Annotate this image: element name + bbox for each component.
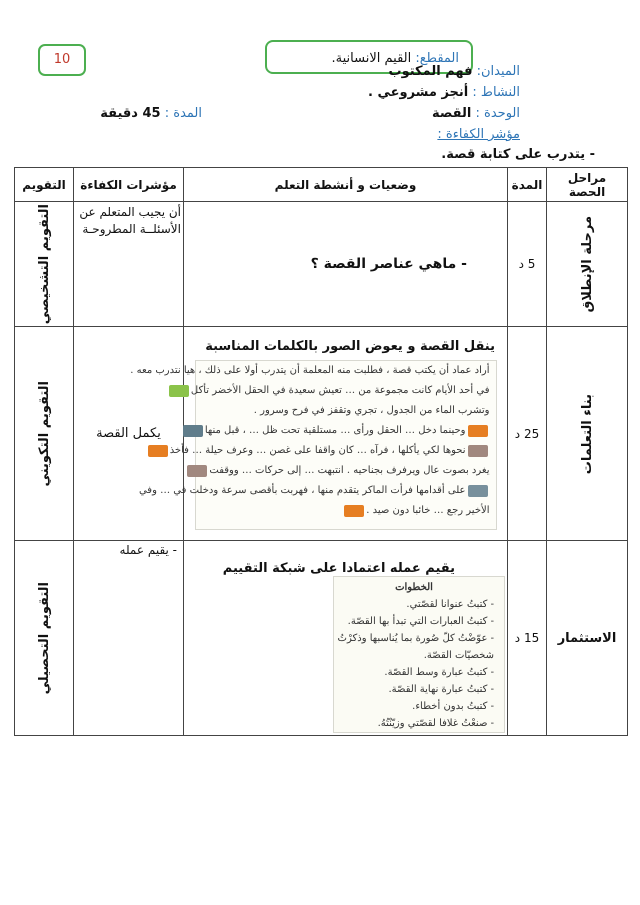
grid-item: - كتبتُ عبارة وسط القصّة. <box>384 667 494 679</box>
story-line: يغرد بصوت عال ويرفرف بجناحيه . انتبهت … إلى حركات … ووقفت <box>196 461 496 481</box>
story-line: في أحد الأيام كانت مجموعة من … تعيش سعيدة في الحقل الأخضر تأكل <box>196 381 496 401</box>
domain-line <box>389 64 520 79</box>
indicator-cell: يكمل القصة <box>74 327 184 541</box>
duration-line <box>100 106 202 121</box>
duration-value: 45 دقيقة <box>100 106 161 121</box>
segment-value: القيم الانسانية. <box>331 51 412 66</box>
table-row <box>15 202 628 327</box>
grid-item: - كتبتُ العبارات التي تبدأ بها القصّة. <box>347 616 494 628</box>
header-stage: مراحل الحصة <box>547 168 628 202</box>
story-line: الأخير رجع … خائبا دون صيد . <box>196 501 496 521</box>
evaluation-cell <box>15 327 74 541</box>
domain-label: الميدان: <box>476 64 520 79</box>
stage-label: بناء التعلمات <box>579 393 595 474</box>
grid-item: - كتبتُ بدون أخطاء. <box>412 701 494 713</box>
story-worksheet-image <box>130 360 497 530</box>
grass-picture <box>169 385 189 397</box>
activity-label: النشاط : <box>472 85 520 100</box>
table-header-row <box>15 168 628 202</box>
domain-value: فهم المكتوب <box>388 64 473 79</box>
stage-cell: الاستثمار <box>547 541 628 736</box>
rabbits-picture <box>468 445 488 457</box>
table-row <box>15 541 628 736</box>
story-line: وحينما دخل … الحقل ورأى … مستلقية تحت ظل … ، قبل منها <box>196 421 496 441</box>
indicator-cell: أن يجيب المتعلم عن الأسئلــة المطروحـة <box>74 202 184 327</box>
activity-instruction: ينقل القصة و يعوض الصور بالكلمات المناسبة <box>205 339 495 355</box>
evaluation-cell <box>15 202 74 327</box>
evaluation-label: التقويم التشخيصي <box>36 204 52 325</box>
story-line: نحوها لكي يأكلها ، فرآه … كان واقفا على غصن … وعرف حيلة … فأخذ <box>196 441 496 461</box>
unit-label: الوحدة : <box>475 106 520 121</box>
story-line: على أقدامها فرأت الماكر يتقدم منها ، فهربت بأقصى سرعة ودخلت في … وفي <box>196 481 496 501</box>
duration-cell: 5 د <box>508 202 547 327</box>
header-evaluation: التقويم <box>15 168 74 202</box>
evaluation-cell <box>15 541 74 736</box>
unit-value: القصة <box>431 106 472 121</box>
tree-picture <box>183 425 203 437</box>
evaluation-grid-image <box>333 576 505 733</box>
lesson-table <box>14 167 628 736</box>
grid-item: - كتبتُ عنوانا لقصّتي. <box>406 599 494 611</box>
evaluation-label: التقويم التحصيلي <box>36 582 52 695</box>
activity-value: أنجز مشروعي . <box>368 85 469 100</box>
story-line: أراد عماد أن يكتب قصة ، فطلبت منه المعلمة أن يتدرب أولا على ذلك ، هيا نتدرب معه . <box>130 365 490 377</box>
evaluation-label: التقويم التكويني <box>36 381 52 487</box>
indicator-label: مؤشر الكفاءة : <box>437 127 520 142</box>
grid-item: - عوّضْتُ كلّ صُورة بما يُناسبها وذكرْتُ <box>337 633 494 645</box>
grid-item: شخصيّات القصّة. <box>423 650 494 662</box>
duration-cell: 25 د <box>508 327 547 541</box>
page-number-badge: 10 <box>38 44 86 76</box>
bird-picture <box>187 465 207 477</box>
table-row <box>15 327 628 541</box>
grid-item: - كتبتُ عبارة نهاية القصّة. <box>388 684 494 696</box>
grid-title: الخطوات <box>395 582 433 594</box>
story-line: وتشرب الماء من الجدول ، تجري وتقفز في فرح وسرور . <box>253 405 490 417</box>
activity-cell <box>184 541 508 736</box>
segment-label: المقطع: <box>415 51 459 66</box>
indicator-line <box>437 127 520 142</box>
unit-line <box>432 106 520 121</box>
duration-label: المدة : <box>164 106 202 121</box>
duration-cell: 15 د <box>508 541 547 736</box>
activity-cell <box>130 327 508 541</box>
activity-cell: - ماهي عناصر القصة ؟ <box>184 202 508 327</box>
stage-cell <box>547 327 628 541</box>
header-indicators: مؤشرات الكفاءة <box>74 168 184 202</box>
header-activities: وضعيات و أنشطة التعلم <box>184 168 508 202</box>
fox-picture <box>344 505 364 517</box>
bush-picture <box>468 485 488 497</box>
header-duration: المدة <box>508 168 547 202</box>
grid-item: - صنعْتُ غلافا لقصّتي وزيّنْتُهُ. <box>377 718 494 730</box>
indicator-item: - يتدرب على كتابة قصة. <box>441 147 595 162</box>
activity-line <box>368 85 520 100</box>
fox-picture <box>148 445 168 457</box>
stage-label: مرحلة الإنطلاق <box>579 215 595 313</box>
fox-picture <box>468 425 488 437</box>
indicator-cell: - يقيم عمله <box>74 541 184 736</box>
stage-cell <box>547 202 628 327</box>
activity-instruction: يقيم عمله اعتمادا على شبكة التقييم <box>222 561 455 577</box>
